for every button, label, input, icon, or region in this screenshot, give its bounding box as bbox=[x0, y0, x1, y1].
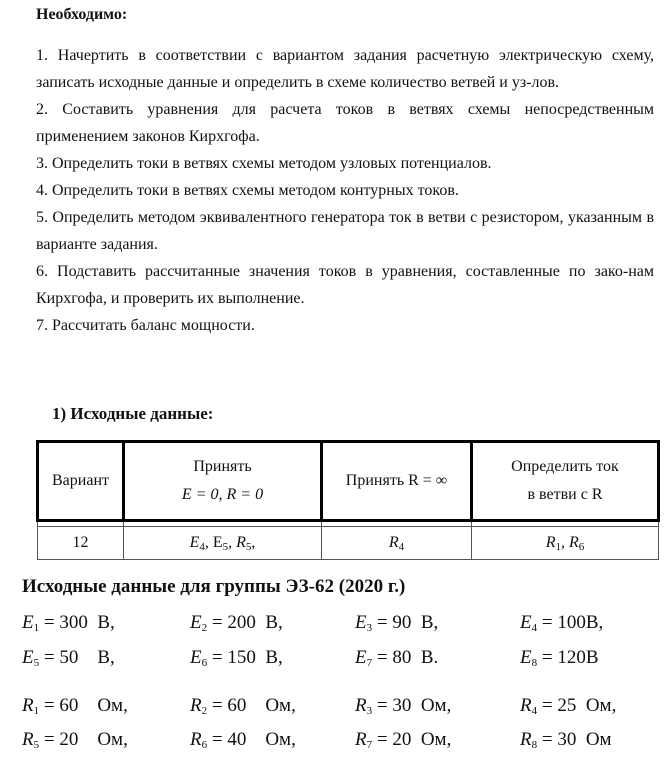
parameter-value: $R_6 = 40$ Ом, bbox=[190, 729, 296, 751]
parameter-value: $E_5 = 50$ В, bbox=[22, 647, 115, 669]
header-variant: Вариант bbox=[38, 442, 124, 521]
task-list bbox=[36, 42, 654, 339]
task-item: 5. Определить методом эквивалентного генератора ток в ветви с резистором, указанным в варианте задания. bbox=[36, 209, 654, 253]
task-item: 4. Определить токи в ветвях схемы методом контурных токов. bbox=[36, 182, 459, 199]
parameter-value: $E_8 = 120В$ bbox=[520, 647, 599, 669]
group-title: Исходные данные для группы ЭЗ-62 (2020 г.) bbox=[22, 576, 406, 597]
parameter-value: $E_1 = 300$ В, bbox=[22, 612, 115, 634]
parameter-value: $R_4 = 25$ Ом, bbox=[520, 695, 617, 717]
parameter-value: $R_7 = 20$ Ом, bbox=[355, 729, 452, 751]
task-item: 1. Начертить в соответствии с вариантом задания расчетную электрическую схему, записать исходные данные и определить в схеме количество ветвей и уз-лов. bbox=[36, 47, 654, 91]
header-open: Принять R = ∞ bbox=[322, 442, 472, 521]
parameter-value: $E_7 = 80$ В. bbox=[355, 647, 439, 669]
parameter-value: $R_8 = 30$ Ом bbox=[520, 729, 612, 751]
parameter-value: $R_3 = 30$ Ом, bbox=[355, 695, 452, 717]
section-title: 1) Исходные данные: bbox=[52, 404, 214, 423]
heading: Необходимо: bbox=[36, 6, 128, 23]
task-item: 3. Определить токи в ветвях схемы методом узловых потенциалов. bbox=[36, 155, 492, 172]
parameter-value: $R_5 = 20$ Ом, bbox=[22, 729, 128, 751]
task-item: 2. Составить уравнения для расчета токов в ветвях схемы непосредственным применением законов Кирхгофа. bbox=[36, 101, 654, 145]
variant-number: 12 bbox=[38, 527, 124, 560]
header-short: Принять E = 0, R = 0 bbox=[124, 442, 322, 521]
task-item: 6. Подставить рассчитанные значения токов в уравнения, составленные по зако-нам Кирхгофа, и проверить их выполнение. bbox=[36, 263, 654, 307]
header-find-current: Определить ток в ветви с R bbox=[472, 442, 659, 521]
short-elements: $E_4$, $E_5$, $R_5$, bbox=[124, 527, 322, 560]
task-item: 7. Рассчитать баланс мощности. bbox=[36, 317, 255, 334]
parameter-value: $E_6 = 150$ В, bbox=[190, 647, 283, 669]
parameter-value: $E_3 = 90$ В, bbox=[355, 612, 439, 634]
parameter-value: $R_1 = 60$ Ом, bbox=[22, 695, 128, 717]
parameter-value: $E_4 = 100В$, bbox=[520, 612, 604, 634]
parameter-value: $E_2 = 200$ В, bbox=[190, 612, 283, 634]
open-elements: $R_4$ bbox=[322, 527, 472, 560]
parameter-value: $R_2 = 60$ Ом, bbox=[190, 695, 296, 717]
find-current-elements: $R_1$, $R_6$ bbox=[472, 527, 659, 560]
variant-table bbox=[36, 440, 660, 560]
